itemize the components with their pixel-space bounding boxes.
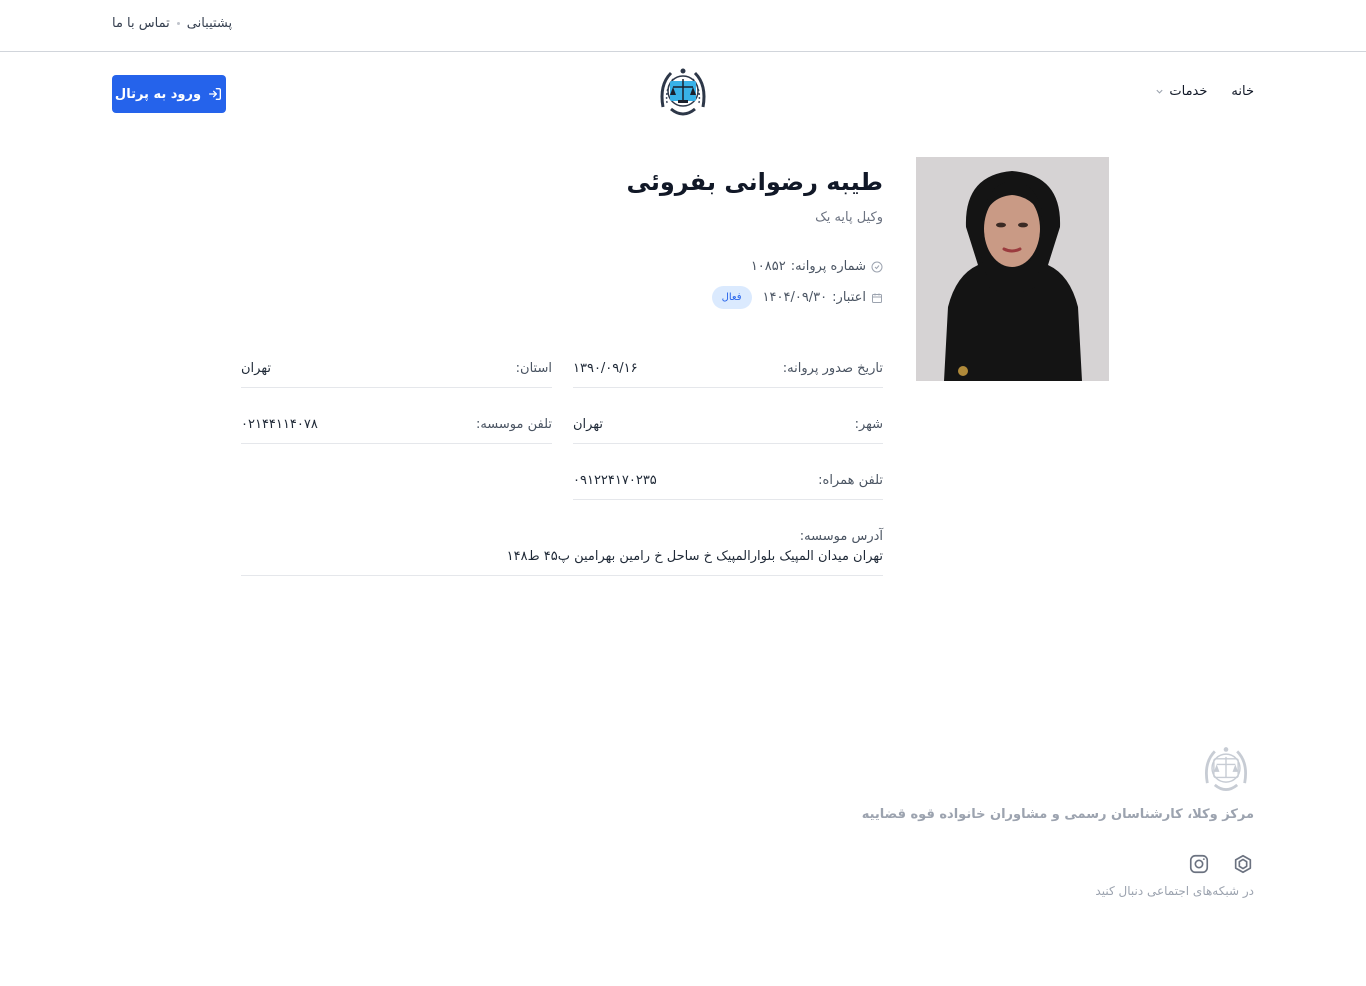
validity-date: ۱۴۰۴/۰۹/۳۰ [762,290,828,305]
license-number-value: ۱۰۸۵۲ [750,259,786,274]
lawyer-rank: وکیل پایه یک [815,210,883,225]
status-badge: فعال [712,286,752,309]
divider [573,443,883,444]
license-number-label: شماره پروانه: [790,259,866,274]
issue-date-label: تاریخ صدور پروانه: [782,361,883,376]
validity-label: اعتبار: [832,290,866,305]
lawyer-photo [916,157,1109,381]
rubika-icon[interactable] [1232,853,1254,875]
instagram-icon[interactable] [1188,853,1210,875]
office-phone-value[interactable]: ۰۲۱۴۴۱۱۴۰۷۸ [241,417,318,432]
main-nav [1155,84,1254,99]
city-label: شهر: [854,417,883,432]
divider [241,387,552,388]
license-number [751,259,883,274]
chevron-down-icon [1155,87,1164,96]
check-circle-icon [871,261,883,273]
portal-button-label: ورود به پرتال [114,86,202,102]
footer-title: مرکز وکلا، کارشناسان رسمی و مشاوران خانواده قوه قضاییه [861,807,1254,822]
divider [241,575,883,576]
address-label: آدرس موسسه: [799,529,883,544]
office-phone-label: تلفن موسسه: [475,417,552,432]
mobile-value[interactable]: ۰۹۱۲۲۴۱۷۰۲۳۵ [573,473,657,488]
calendar-icon [871,292,883,304]
top-links [112,16,232,31]
license-validity [712,286,883,309]
divider [241,443,552,444]
follow-text: در شبکه‌های اجتماعی دنبال کنید [1095,884,1254,898]
province-label: استان: [515,361,552,376]
divider [573,499,883,500]
issue-date-value: ۱۳۹۰/۰۹/۱۶ [573,361,638,376]
judiciary-logo[interactable] [653,63,713,123]
mobile-label: تلفن همراه: [818,473,883,488]
login-icon [207,86,223,102]
province-value: تهران [241,361,271,376]
support-link[interactable]: پشتیبانی [186,16,233,31]
separator-dot [177,22,180,25]
lawyer-name: طیبه رضوانی بفروئی [626,168,883,196]
portal-login-button[interactable] [112,75,226,113]
nav-home[interactable]: خانه [1231,84,1254,99]
address-value: تهران میدان المپیک بلوارالمپیک خ ساحل خ رامین بهرامین پ۴۵ ط۱۴۸ [506,549,883,564]
city-value: تهران [573,417,603,432]
nav-services[interactable]: خدمات [1155,84,1207,99]
divider [573,387,883,388]
footer-logo [1198,742,1254,798]
contact-link[interactable]: تماس با ما [112,16,170,31]
social-links [1188,853,1254,875]
